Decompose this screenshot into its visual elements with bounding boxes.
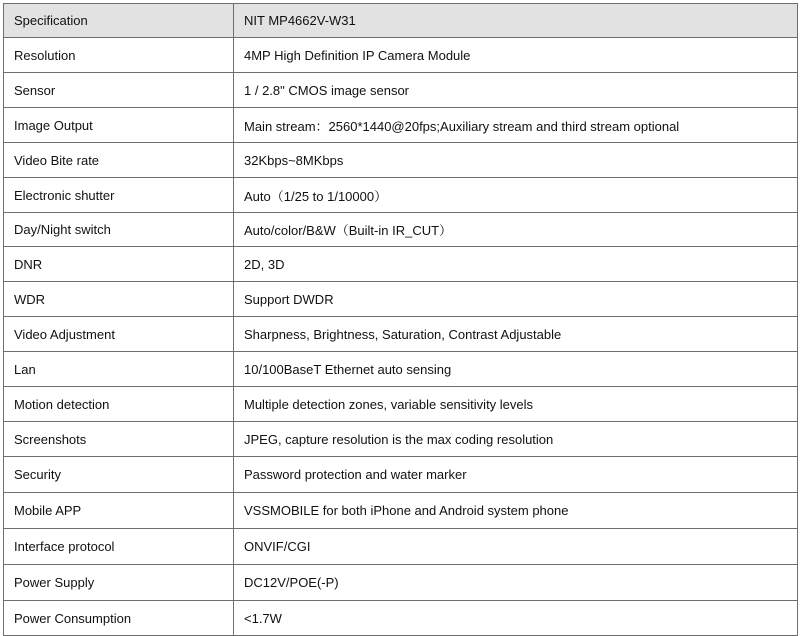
header-label-cell: Specification (4, 4, 234, 38)
spec-value-cell: Main stream：2560*1440@20fps;Auxiliary stream and third stream optional (234, 108, 798, 143)
header-model-cell: NIT MP4662V-W31 (234, 4, 798, 38)
table-row (4, 317, 798, 352)
spec-label-cell: Security (4, 457, 234, 493)
spec-label-cell: Interface protocol (4, 529, 234, 565)
spec-value-cell: JPEG, capture resolution is the max coding resolution (234, 422, 798, 457)
spec-value-cell: Auto/color/B&W（Built-in IR_CUT） (234, 213, 798, 247)
spec-value-cell: 2D, 3D (234, 247, 798, 282)
table-row (4, 601, 798, 636)
spec-label-cell: Motion detection (4, 387, 234, 422)
table-row (4, 73, 798, 108)
table-row (4, 282, 798, 317)
spec-label-cell: Resolution (4, 38, 234, 73)
spec-label-cell: Electronic shutter (4, 178, 234, 213)
spec-value-cell: 10/100BaseT Ethernet auto sensing (234, 352, 798, 387)
table-header-row (4, 4, 798, 38)
table-row (4, 108, 798, 143)
spec-label-cell: Power Supply (4, 565, 234, 601)
spec-value-cell: VSSMOBILE for both iPhone and Android system phone (234, 493, 798, 529)
table-row (4, 493, 798, 529)
spec-value-cell: <1.7W (234, 601, 798, 636)
spec-label-cell: WDR (4, 282, 234, 317)
spec-value-cell: Auto（1/25 to 1/10000） (234, 178, 798, 213)
table-row (4, 247, 798, 282)
table-row (4, 213, 798, 247)
spec-value-cell: Multiple detection zones, variable sensitivity levels (234, 387, 798, 422)
table-row (4, 422, 798, 457)
spec-value-cell: Sharpness, Brightness, Saturation, Contrast Adjustable (234, 317, 798, 352)
spec-value-cell: DC12V/POE(-P) (234, 565, 798, 601)
spec-table (3, 3, 798, 636)
table-row (4, 387, 798, 422)
spec-label-cell: Power Consumption (4, 601, 234, 636)
spec-table-body (4, 4, 798, 636)
table-row (4, 38, 798, 73)
spec-label-cell: Sensor (4, 73, 234, 108)
spec-value-cell: ONVIF/CGI (234, 529, 798, 565)
spec-label-cell: Video Adjustment (4, 317, 234, 352)
table-row (4, 143, 798, 178)
table-row (4, 178, 798, 213)
table-row (4, 565, 798, 601)
spec-label-cell: Mobile APP (4, 493, 234, 529)
spec-label-cell: Screenshots (4, 422, 234, 457)
spec-label-cell: Image Output (4, 108, 234, 143)
spec-value-cell: Support DWDR (234, 282, 798, 317)
spec-value-cell: Password protection and water marker (234, 457, 798, 493)
spec-value-cell: 32Kbps~8MKbps (234, 143, 798, 178)
spec-label-cell: Video Bite rate (4, 143, 234, 178)
spec-label-cell: DNR (4, 247, 234, 282)
spec-label-cell: Lan (4, 352, 234, 387)
spec-value-cell: 4MP High Definition IP Camera Module (234, 38, 798, 73)
table-row (4, 457, 798, 493)
table-row (4, 529, 798, 565)
table-row (4, 352, 798, 387)
spec-label-cell: Day/Night switch (4, 213, 234, 247)
spec-value-cell: 1 / 2.8" CMOS image sensor (234, 73, 798, 108)
